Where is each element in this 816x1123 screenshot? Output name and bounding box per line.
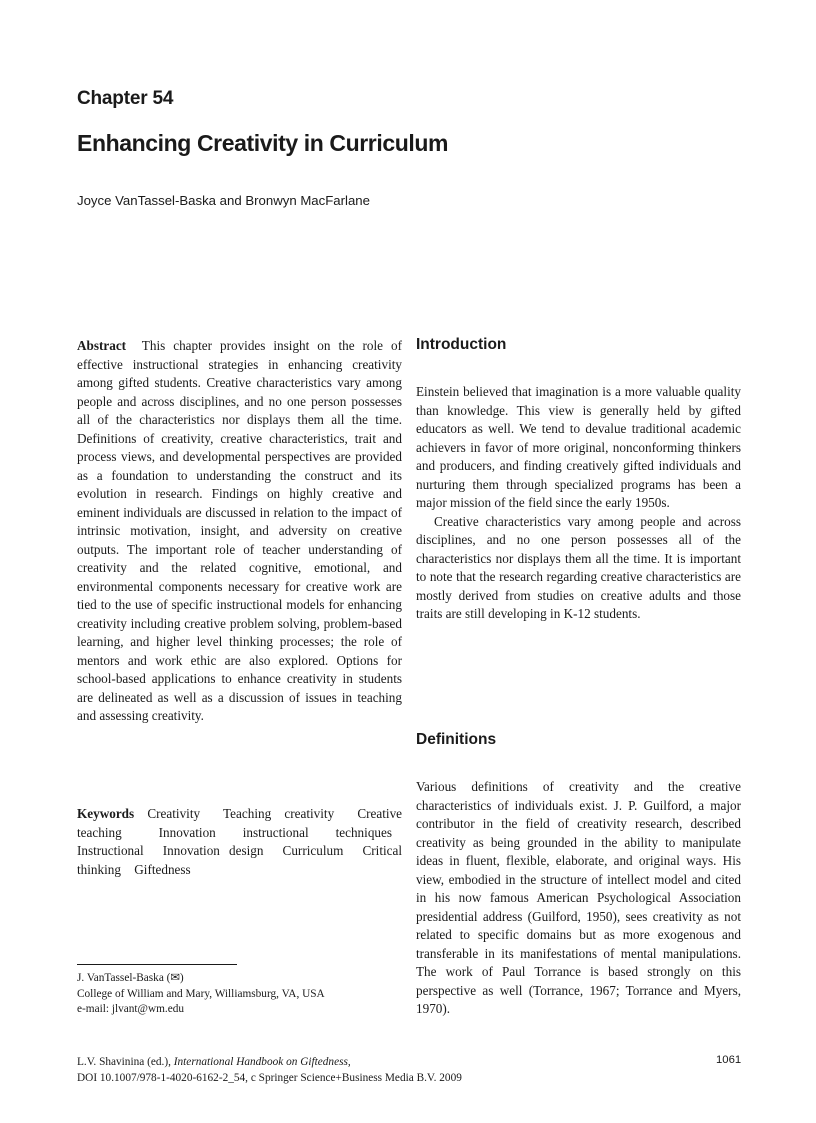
keyword-item: Curriculum [282,843,344,858]
author-footnote [77,971,325,1018]
abstract-text: This chapter provides insight on the role of effective instructional strategies in enhancing creativity among gifted students. Creative characteristics vary among people and across disciplines, and no one person possesses all of the characteristics nor displays them all the time. Definitions of creativity, creative characteristics, trait and process views, and developmental perspectives are provided as a foundation to understanding the construct and its evolution in research. Findings on highly creative and eminent individuals are discussed in relation to the impact of intrinsic motivation, insight, and adversity on creative outputs. The important role of teacher understanding of creativity and the related cognitive, emotional, and environmental components necessary for creative work are tied to the use of specific instructional models for enhancing creativity including creative problem solving, problem-based learning, and higher level thinking processes; the role of mentors and work ethic are also explored. Options for school-based applications to enhance creativity in students are delineated as well as a discussion of issues in teaching and assessing creativity. [77,338,402,723]
footnote-email: e-mail: jlvant@wm.edu [77,1003,185,1015]
introduction-paragraph-1: Einstein believed that imagination is a more valuable quality than knowledge. This view is generally held by gifted educators as well. We tend to devalue traditional academic achievers in favor of more original, nonconforming thinkers and producers, and finding creatively gifted individuals and nurturing them through specialized programs has been a major mission of the field since the early 1950s. [416,384,741,510]
page-number: 1061 [716,1054,742,1066]
abstract [77,337,402,726]
keyword-item: Innovation design [162,843,264,858]
keyword-item: Giftedness [134,861,191,877]
keywords [77,805,402,879]
footnote-divider [77,964,237,965]
authors: Joyce VanTassel-Baska and Bronwyn MacFarlane [77,193,370,208]
citation-editor: L.V. Shavinina (ed.), [77,1056,171,1068]
citation-doi: DOI 10.1007/978-1-4020-6162-2_54, c Springer Science+Business Media B.V. 2009 [77,1072,462,1084]
abstract-label: Abstract [77,338,127,353]
keyword-item: Innovation instructional techniques [158,824,392,840]
footnote-affiliation: College of William and Mary, Williamsburg, VA, USA [77,987,325,1000]
keyword-item: Creativity [147,806,201,821]
definitions-paragraph-1: Various definitions of creativity and the creative characteristics of individuals exist. J. P. Guilford, a major contributor in the field of creativity research, described creativity as being grounded in the ability to manipulate ideas in fluent, flexible, elaborate, and original ways. His view, embodied in the structure of intellect model and cited in his now famous American Psychological Association presidential address (Guilford, 1950), sees creativity as not related to specific domains but as more exogenous and transferable in its manifestations of mental manipulations. The work of Paul Torrance is based strongly on this perspective as well (Torrance, 1967; Torrance and Myers, 1970). [416,779,741,1016]
footnote-author: J. VanTassel-Baska (✉) [77,972,184,984]
keyword-item: Teaching creativity [223,806,335,821]
introduction-paragraph-2: Creative characteristics vary among people and across disciplines, and no one person possesses all of the characteristics nor displays them all the time. It is important to note that the research regarding creative characteristics are mostly derived from studies on creative adults and those traits are still developing in K-12 students. [416,513,741,621]
chapter-label: Chapter 54 [77,88,174,109]
keyword-item: Critical thinking [77,843,403,877]
definitions-heading: Definitions [416,731,497,748]
chapter-title: Enhancing Creativity in Curriculum [77,130,449,156]
keywords-label: Keywords [77,806,135,821]
abstract-paragraph [77,337,402,726]
citation-footer [77,1054,462,1086]
citation-line-1 [77,1054,462,1070]
keyword-item: Instructional [77,843,144,858]
citation-book-title: International Handbook on Giftedness, [173,1056,351,1068]
introduction-heading: Introduction [416,336,507,353]
definitions-body [416,778,741,1019]
introduction-body [416,383,741,624]
keyword-item: Creative teaching [77,806,403,840]
